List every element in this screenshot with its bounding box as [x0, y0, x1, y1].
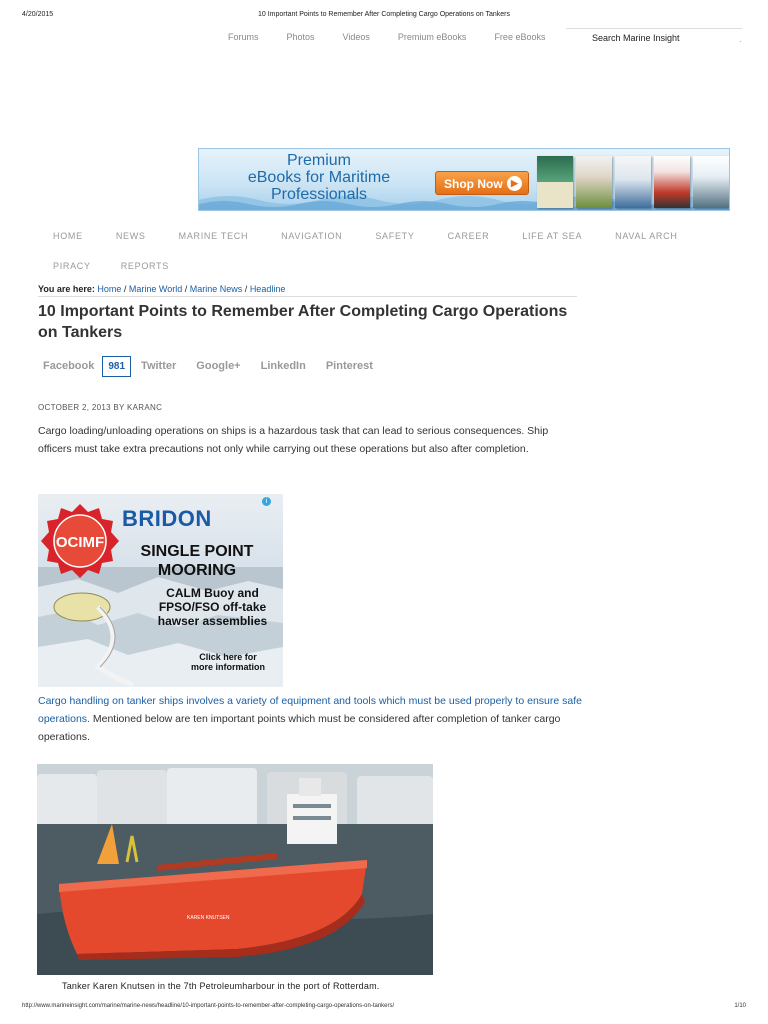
- banner-heading: [199, 152, 439, 203]
- ad-sub-3: hawser assemblies: [157, 614, 268, 628]
- premium-ebooks-banner[interactable]: [198, 148, 730, 211]
- photo-caption: Tanker Karen Knutsen in the 7th Petroleumharbour in the port of Rotterdam.: [62, 981, 380, 991]
- share-bar: [38, 354, 393, 378]
- share-linkedin[interactable]: LinkedIn: [260, 360, 306, 372]
- nav-safety[interactable]: SAFETY: [375, 231, 415, 241]
- top-nav-free-ebooks[interactable]: Free eBooks: [494, 32, 546, 42]
- nav-reports[interactable]: REPORTS: [120, 261, 169, 271]
- tanker-photo: [37, 764, 433, 975]
- svg-text:KAREN KNUTSEN: KAREN KNUTSEN: [187, 915, 230, 921]
- ad-subtext: [150, 586, 275, 628]
- shop-now-button[interactable]: [435, 171, 529, 195]
- article-paragraph-2: [38, 692, 583, 746]
- top-nav: [214, 32, 573, 46]
- ad-cta-2: more information: [190, 662, 265, 672]
- adchoices-icon[interactable]: i: [262, 497, 271, 506]
- nav-news[interactable]: NEWS: [115, 231, 146, 241]
- ad-sub-2: FPSO/FSO off-take: [158, 600, 267, 614]
- banner-line-2: eBooks for Maritime: [247, 169, 391, 186]
- top-nav-videos[interactable]: Videos: [342, 32, 370, 42]
- ebook-cover-4: [654, 156, 690, 208]
- breadcrumb: You are here: Home / Marine World / Marine News / Headline: [38, 284, 286, 294]
- ebook-cover-3: [615, 156, 651, 208]
- ad-cta-1: Click here for: [199, 652, 257, 662]
- nav-naval-arch[interactable]: NAVAL ARCH: [615, 231, 678, 241]
- main-nav-row-2: [38, 251, 738, 281]
- nav-life-at-sea[interactable]: LIFE AT SEA: [522, 231, 583, 241]
- ad-sub-1: CALM Buoy and: [166, 586, 259, 600]
- tanker-illustration: [37, 764, 433, 975]
- paragraph-2-text: Mentioned below are ten important points which must be considered after completion of tanker cargo operations.: [38, 713, 561, 743]
- share-facebook[interactable]: Facebook: [43, 360, 95, 372]
- share-twitter[interactable]: Twitter: [141, 360, 177, 372]
- nav-home[interactable]: HOME: [53, 231, 83, 241]
- ad-cta[interactable]: [178, 652, 278, 672]
- main-nav: [38, 221, 738, 281]
- shop-now-label: Shop Now: [444, 177, 503, 191]
- ad-brand: BRIDON: [122, 506, 212, 531]
- cargo-handling-link[interactable]: Cargo handling on tanker ships involves a variety of equipment and tools which must be used properly to ensure safe operations.: [38, 695, 582, 725]
- breadcrumb-marine-news[interactable]: Marine News: [189, 284, 243, 294]
- search-placeholder: Search Marine Insight: [592, 33, 680, 43]
- breadcrumb-marine-world[interactable]: Marine World: [128, 284, 183, 294]
- banner-line-1: Premium: [286, 152, 351, 169]
- print-page-number: 1/10: [734, 1003, 746, 1009]
- top-nav-forums[interactable]: Forums: [228, 32, 259, 42]
- ad-headline: [122, 542, 272, 580]
- bridon-mooring-ad[interactable]: [38, 494, 283, 687]
- print-header: [0, 11, 768, 23]
- breadcrumb-label: You are here:: [38, 284, 95, 294]
- main-nav-row-1: [38, 221, 738, 251]
- article-byline: OCTOBER 2, 2013 BY KARANC: [38, 403, 163, 412]
- breadcrumb-home[interactable]: Home: [97, 284, 122, 294]
- ebook-cover-2: [576, 156, 612, 208]
- search-icon[interactable]: .: [739, 34, 742, 44]
- share-pinterest[interactable]: Pinterest: [325, 360, 373, 372]
- nav-navigation[interactable]: NAVIGATION: [281, 231, 343, 241]
- ocimf-seal-logo: [41, 502, 119, 580]
- top-nav-photos[interactable]: Photos: [286, 32, 315, 42]
- breadcrumb-divider: [38, 296, 577, 297]
- article-title: 10 Important Points to Remember After Completing Cargo Operations on Tankers: [38, 303, 568, 341]
- search-input[interactable]: [566, 28, 742, 45]
- share-google-plus[interactable]: Google+: [196, 360, 241, 372]
- ebook-cover-1: [537, 156, 573, 208]
- print-title: 10 Important Points to Remember After Completing Cargo Operations on Tankers: [258, 11, 510, 18]
- seal-text: OCIMF: [55, 534, 105, 551]
- breadcrumb-headline[interactable]: Headline: [249, 284, 286, 294]
- article-intro: Cargo loading/unloading operations on ships is a hazardous task that can lead to serious consequences. Ship officers must take extra precautions not only while carrying out these operations but also after completion.: [38, 425, 549, 455]
- arrow-right-icon: ▶: [507, 176, 522, 191]
- ad-headline-1: SINGLE POINT: [140, 543, 254, 560]
- top-nav-premium-ebooks[interactable]: Premium eBooks: [397, 32, 467, 42]
- ad-headline-2: MOORING: [157, 562, 237, 579]
- facebook-share-count: 981: [102, 356, 131, 377]
- print-url: http://www.marineinsight.com/marine/marine-news/headline/10-important-points-to-remember-after-completing-cargo-operations-on-tankers/: [22, 1003, 395, 1009]
- banner-line-3: Professionals: [270, 186, 368, 203]
- ebook-cover-5: [693, 156, 729, 208]
- nav-career[interactable]: CAREER: [447, 231, 490, 241]
- print-date: 4/20/2015: [22, 11, 54, 18]
- nav-marine-tech[interactable]: MARINE TECH: [178, 231, 249, 241]
- nav-piracy[interactable]: PIRACY: [53, 261, 91, 271]
